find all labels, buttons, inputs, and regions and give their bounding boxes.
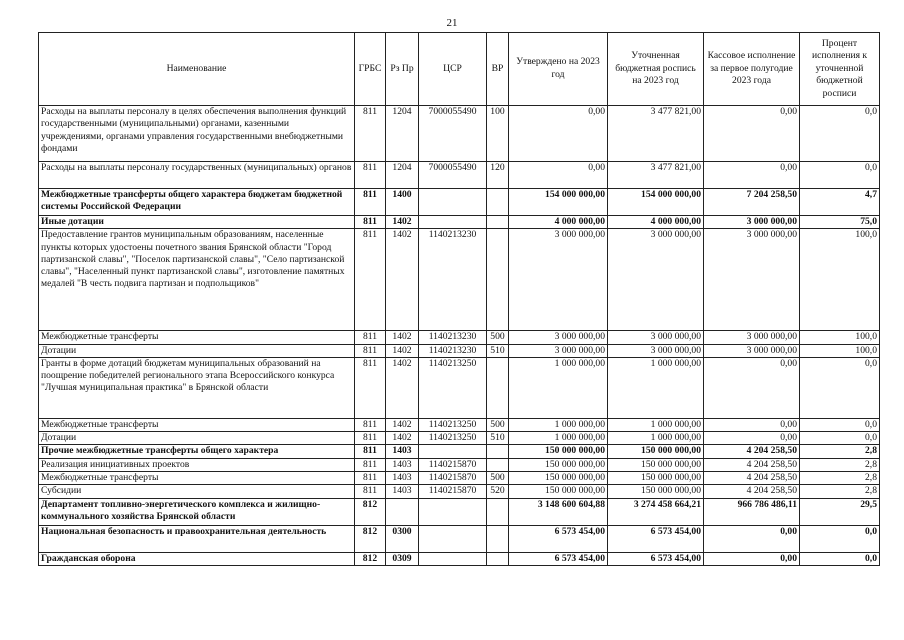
table-row bbox=[39, 525, 880, 552]
row-refined: 150 000 000,00 bbox=[608, 458, 704, 471]
row-name: Прочие межбюджетные трансферты общего характера bbox=[39, 445, 355, 458]
row-csr: 1140215870 bbox=[419, 485, 487, 498]
table-row bbox=[39, 445, 880, 458]
row-approved: 6 573 454,00 bbox=[509, 525, 608, 552]
row-grbs: 811 bbox=[355, 418, 386, 431]
row-percent: 100,0 bbox=[800, 344, 880, 357]
header-approved: Утверждено на 2023 год bbox=[509, 33, 608, 106]
row-grbs: 811 bbox=[355, 189, 386, 216]
row-percent: 4,7 bbox=[800, 189, 880, 216]
row-approved: 6 573 454,00 bbox=[509, 552, 608, 565]
row-csr: 7000055490 bbox=[419, 162, 487, 189]
row-csr: 7000055490 bbox=[419, 106, 487, 162]
row-rzpr: 1403 bbox=[386, 458, 419, 471]
row-vr: 120 bbox=[487, 162, 509, 189]
row-name: Расходы на выплаты персоналу в целях обеспечения выполнения функций государственными (муниципальными) органами, казенными учреждениями, органами управления государственными внебюджетными фондами bbox=[39, 106, 355, 162]
row-approved: 154 000 000,00 bbox=[509, 189, 608, 216]
row-rzpr: 1204 bbox=[386, 162, 419, 189]
row-vr: 100 bbox=[487, 106, 509, 162]
row-approved: 150 000 000,00 bbox=[509, 472, 608, 485]
row-approved: 3 148 600 604,88 bbox=[509, 498, 608, 525]
table-row bbox=[39, 229, 880, 331]
row-refined: 6 573 454,00 bbox=[608, 552, 704, 565]
header-cash: Кассовое исполнение за первое полугодие 2023 года bbox=[704, 33, 800, 106]
row-cash: 3 000 000,00 bbox=[704, 331, 800, 344]
table-row bbox=[39, 498, 880, 525]
table-row bbox=[39, 162, 880, 189]
row-approved: 4 000 000,00 bbox=[509, 216, 608, 229]
row-name: Межбюджетные трансферты bbox=[39, 418, 355, 431]
row-rzpr: 1402 bbox=[386, 229, 419, 331]
header-vr: ВР bbox=[487, 33, 509, 106]
row-approved: 0,00 bbox=[509, 162, 608, 189]
row-grbs: 811 bbox=[355, 357, 386, 418]
row-grbs: 812 bbox=[355, 525, 386, 552]
page-number: 21 bbox=[446, 17, 458, 29]
header-refined: Уточненная бюджетная роспись на 2023 год bbox=[608, 33, 704, 106]
header-percent: Процент исполнения к уточненной бюджетной росписи bbox=[800, 33, 880, 106]
row-rzpr: 1402 bbox=[386, 344, 419, 357]
table-row bbox=[39, 344, 880, 357]
row-csr: 1140215870 bbox=[419, 472, 487, 485]
row-rzpr: 1403 bbox=[386, 445, 419, 458]
row-percent: 2,8 bbox=[800, 458, 880, 471]
row-cash: 4 204 258,50 bbox=[704, 485, 800, 498]
table-row bbox=[39, 485, 880, 498]
row-refined: 150 000 000,00 bbox=[608, 472, 704, 485]
row-refined: 1 000 000,00 bbox=[608, 357, 704, 418]
row-percent: 29,5 bbox=[800, 498, 880, 525]
row-approved: 3 000 000,00 bbox=[509, 344, 608, 357]
row-grbs: 811 bbox=[355, 229, 386, 331]
row-grbs: 811 bbox=[355, 485, 386, 498]
row-percent: 0,0 bbox=[800, 552, 880, 565]
row-refined: 3 000 000,00 bbox=[608, 229, 704, 331]
row-percent: 100,0 bbox=[800, 331, 880, 344]
row-cash: 0,00 bbox=[704, 432, 800, 445]
row-refined: 1 000 000,00 bbox=[608, 432, 704, 445]
row-csr bbox=[419, 525, 487, 552]
table-row bbox=[39, 216, 880, 229]
row-grbs: 811 bbox=[355, 472, 386, 485]
row-cash: 0,00 bbox=[704, 552, 800, 565]
row-rzpr bbox=[386, 498, 419, 525]
row-rzpr: 1403 bbox=[386, 485, 419, 498]
row-percent: 0,0 bbox=[800, 162, 880, 189]
row-grbs: 811 bbox=[355, 106, 386, 162]
row-vr: 520 bbox=[487, 485, 509, 498]
row-csr: 1140213230 bbox=[419, 344, 487, 357]
table-row bbox=[39, 331, 880, 344]
row-refined: 3 477 821,00 bbox=[608, 162, 704, 189]
row-vr bbox=[487, 525, 509, 552]
row-rzpr: 1204 bbox=[386, 106, 419, 162]
header-csr: ЦСР bbox=[419, 33, 487, 106]
row-percent: 0,0 bbox=[800, 357, 880, 418]
table-row bbox=[39, 189, 880, 216]
row-approved: 150 000 000,00 bbox=[509, 445, 608, 458]
row-rzpr: 0309 bbox=[386, 552, 419, 565]
row-name: Субсидии bbox=[39, 485, 355, 498]
row-rzpr: 1400 bbox=[386, 189, 419, 216]
row-approved: 150 000 000,00 bbox=[509, 458, 608, 471]
row-percent: 100,0 bbox=[800, 229, 880, 331]
row-approved: 3 000 000,00 bbox=[509, 229, 608, 331]
table-row bbox=[39, 432, 880, 445]
row-vr bbox=[487, 229, 509, 331]
row-rzpr: 1402 bbox=[386, 331, 419, 344]
row-refined: 6 573 454,00 bbox=[608, 525, 704, 552]
row-approved: 150 000 000,00 bbox=[509, 485, 608, 498]
row-percent: 2,8 bbox=[800, 445, 880, 458]
row-vr bbox=[487, 552, 509, 565]
row-csr bbox=[419, 445, 487, 458]
row-csr: 1140215870 bbox=[419, 458, 487, 471]
row-rzpr: 1402 bbox=[386, 432, 419, 445]
table-header bbox=[39, 33, 880, 106]
row-cash: 0,00 bbox=[704, 162, 800, 189]
row-refined: 3 274 458 664,21 bbox=[608, 498, 704, 525]
row-cash: 4 204 258,50 bbox=[704, 472, 800, 485]
row-percent: 0,0 bbox=[800, 525, 880, 552]
row-rzpr: 0300 bbox=[386, 525, 419, 552]
row-percent: 2,8 bbox=[800, 485, 880, 498]
row-approved: 3 000 000,00 bbox=[509, 331, 608, 344]
header-rzpr: Рз Пр bbox=[386, 33, 419, 106]
row-name: Гранты в форме дотаций бюджетам муниципальных образований на поощрение победителей регионального этапа Всероссийского конкурса "Лучшая муниципальная практика" в Брянской области bbox=[39, 357, 355, 418]
table-row bbox=[39, 418, 880, 431]
row-vr bbox=[487, 445, 509, 458]
row-csr: 1140213230 bbox=[419, 331, 487, 344]
row-grbs: 812 bbox=[355, 552, 386, 565]
row-grbs: 811 bbox=[355, 331, 386, 344]
row-name: Дотации bbox=[39, 432, 355, 445]
row-vr bbox=[487, 458, 509, 471]
row-approved: 0,00 bbox=[509, 106, 608, 162]
row-name: Межбюджетные трансферты bbox=[39, 331, 355, 344]
row-csr: 1140213230 bbox=[419, 229, 487, 331]
row-grbs: 811 bbox=[355, 162, 386, 189]
row-vr bbox=[487, 357, 509, 418]
row-cash: 3 000 000,00 bbox=[704, 344, 800, 357]
row-refined: 3 000 000,00 bbox=[608, 331, 704, 344]
row-vr bbox=[487, 216, 509, 229]
row-name: Предоставление грантов муниципальным образованиям, населенные пункты которых удостоены почетного звания Брянской области "Город партизанской славы", "Поселок партизанской славы", "Село партизанской славы", "Населенный пункт партизанской славы", изготовление памятных медалей "В честь подвига партизан и подпольщиков" bbox=[39, 229, 355, 331]
budget-table bbox=[38, 32, 880, 566]
row-grbs: 811 bbox=[355, 344, 386, 357]
row-vr bbox=[487, 189, 509, 216]
row-rzpr: 1402 bbox=[386, 216, 419, 229]
row-cash: 966 786 486,11 bbox=[704, 498, 800, 525]
table-row bbox=[39, 357, 880, 418]
row-approved: 1 000 000,00 bbox=[509, 432, 608, 445]
row-cash: 3 000 000,00 bbox=[704, 216, 800, 229]
row-grbs: 811 bbox=[355, 432, 386, 445]
row-name: Национальная безопасность и правоохранительная деятельность bbox=[39, 525, 355, 552]
row-name: Реализация инициативных проектов bbox=[39, 458, 355, 471]
row-csr bbox=[419, 498, 487, 525]
row-grbs: 811 bbox=[355, 445, 386, 458]
row-percent: 2,8 bbox=[800, 472, 880, 485]
table-row bbox=[39, 552, 880, 565]
row-rzpr: 1403 bbox=[386, 472, 419, 485]
row-percent: 75,0 bbox=[800, 216, 880, 229]
table-row bbox=[39, 106, 880, 162]
row-cash: 0,00 bbox=[704, 357, 800, 418]
row-refined: 150 000 000,00 bbox=[608, 485, 704, 498]
row-name: Межбюджетные трансферты bbox=[39, 472, 355, 485]
row-csr: 1140213250 bbox=[419, 418, 487, 431]
row-cash: 7 204 258,50 bbox=[704, 189, 800, 216]
table-row bbox=[39, 472, 880, 485]
row-vr: 500 bbox=[487, 418, 509, 431]
row-percent: 0,0 bbox=[800, 106, 880, 162]
row-refined: 4 000 000,00 bbox=[608, 216, 704, 229]
row-csr: 1140213250 bbox=[419, 357, 487, 418]
header-name: Наименование bbox=[39, 33, 355, 106]
row-csr: 1140213250 bbox=[419, 432, 487, 445]
row-vr: 510 bbox=[487, 432, 509, 445]
row-name: Межбюджетные трансферты общего характера бюджетам бюджетной системы Российской Федерации bbox=[39, 189, 355, 216]
table-row bbox=[39, 458, 880, 471]
row-percent: 0,0 bbox=[800, 418, 880, 431]
row-approved: 1 000 000,00 bbox=[509, 418, 608, 431]
row-cash: 3 000 000,00 bbox=[704, 229, 800, 331]
row-csr bbox=[419, 189, 487, 216]
row-grbs: 811 bbox=[355, 216, 386, 229]
row-name: Департамент топливно-энергетического комплекса и жилищно-коммунального хозяйства Брянской области bbox=[39, 498, 355, 525]
row-refined: 150 000 000,00 bbox=[608, 445, 704, 458]
row-rzpr: 1402 bbox=[386, 418, 419, 431]
row-vr: 500 bbox=[487, 472, 509, 485]
row-grbs: 812 bbox=[355, 498, 386, 525]
row-vr bbox=[487, 498, 509, 525]
row-name: Гражданская оборона bbox=[39, 552, 355, 565]
row-name: Дотации bbox=[39, 344, 355, 357]
row-csr bbox=[419, 216, 487, 229]
row-cash: 0,00 bbox=[704, 106, 800, 162]
row-name: Расходы на выплаты персоналу государственных (муниципальных) органов bbox=[39, 162, 355, 189]
row-grbs: 811 bbox=[355, 458, 386, 471]
row-cash: 4 204 258,50 bbox=[704, 458, 800, 471]
row-percent: 0,0 bbox=[800, 432, 880, 445]
row-cash: 4 204 258,50 bbox=[704, 445, 800, 458]
row-csr bbox=[419, 552, 487, 565]
row-cash: 0,00 bbox=[704, 525, 800, 552]
row-refined: 1 000 000,00 bbox=[608, 418, 704, 431]
row-approved: 1 000 000,00 bbox=[509, 357, 608, 418]
header-grbs: ГРБС bbox=[355, 33, 386, 106]
row-name: Иные дотации bbox=[39, 216, 355, 229]
row-refined: 3 000 000,00 bbox=[608, 344, 704, 357]
row-vr: 500 bbox=[487, 331, 509, 344]
row-cash: 0,00 bbox=[704, 418, 800, 431]
row-rzpr: 1402 bbox=[386, 357, 419, 418]
row-vr: 510 bbox=[487, 344, 509, 357]
row-refined: 154 000 000,00 bbox=[608, 189, 704, 216]
row-refined: 3 477 821,00 bbox=[608, 106, 704, 162]
